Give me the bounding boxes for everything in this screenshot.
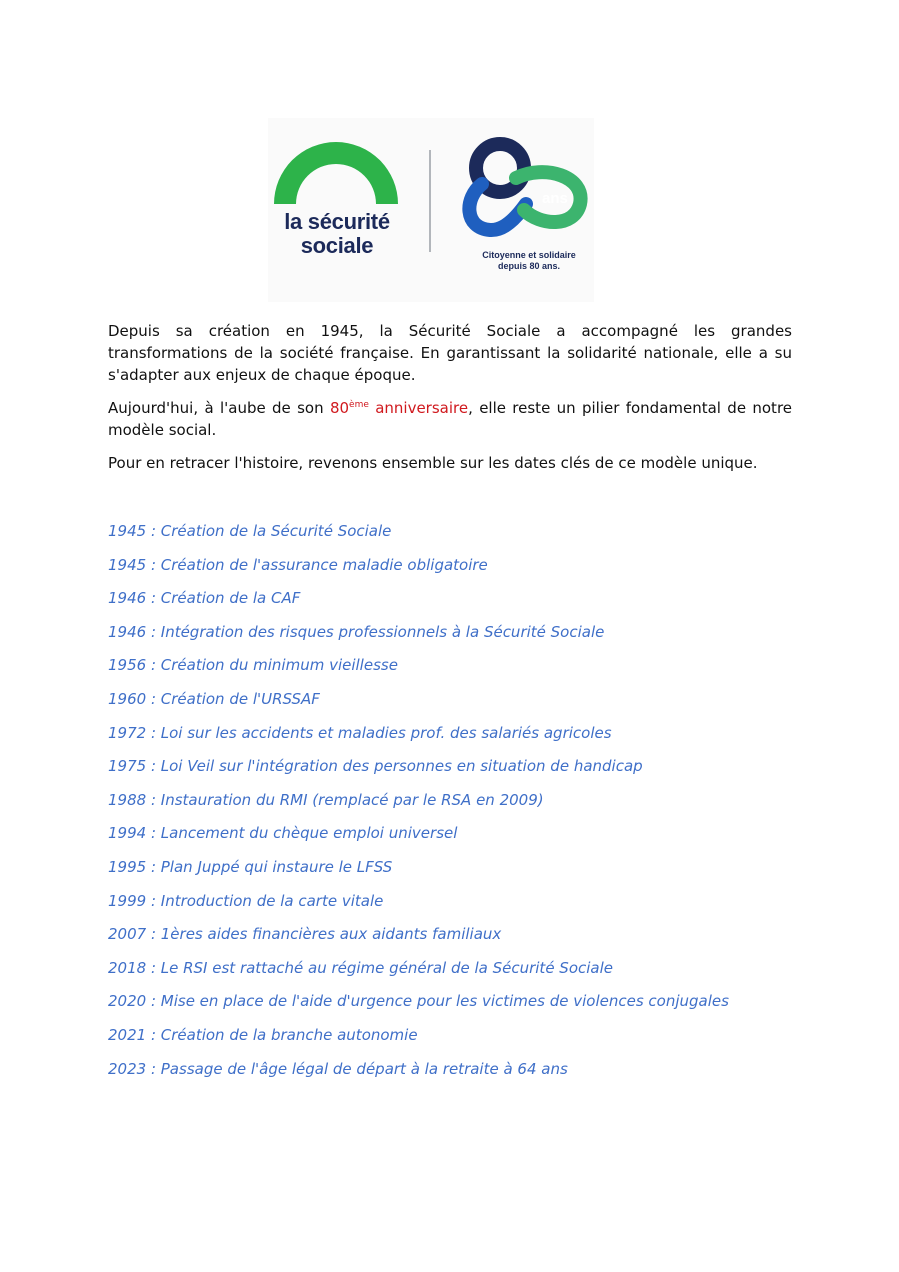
logo-tagline (468, 250, 590, 272)
logo-brand-line2: sociale (300, 233, 374, 258)
timeline-item: 1945 : Création de la Sécurité Sociale (108, 522, 392, 540)
timeline-item: 1946 : Création de la CAF (108, 589, 301, 608)
anniversary-highlight (330, 399, 468, 417)
anniversary-word: anniversaire (368, 399, 469, 417)
timeline-item: 1960 : Création de l'URSSAF (108, 689, 320, 708)
securite-sociale-80-ans-logo (268, 118, 594, 302)
timeline-item: 1999 : Introduction de la carte vitale (108, 891, 384, 910)
intro-p2-before: Aujourd'hui, à l'aube de son (108, 399, 330, 417)
timeline-item: 1946 : Intégration des risques professionnels à la Sécurité Sociale (108, 622, 605, 641)
intro-paragraph-2 (108, 397, 792, 441)
anniversary-superscript: ème (349, 400, 369, 410)
logo-tagline-line2: depuis 80 ans. (497, 261, 561, 271)
timeline-item: 1956 : Création du minimum vieillesse (108, 656, 398, 675)
logo-ans-label: ans (542, 190, 568, 207)
timeline-item: 1975 : Loi Veil sur l'intégration des personnes en situation de handicap (108, 757, 643, 776)
timeline-item: 2020 : Mise en place de l'aide d'urgence pour les victimes de violences conjugales (108, 992, 729, 1011)
timeline-item: 1995 : Plan Juppé qui instaure le LFSS (108, 857, 393, 876)
timeline-item: 1972 : Loi sur les accidents et maladies prof. des salariés agricoles (108, 723, 612, 742)
key-dates-list (108, 518, 828, 1089)
intro-p2-after: , elle reste un pilier fondamental de notre modèle social. (108, 399, 793, 439)
timeline-item: 2023 : Passage de l'âge légal de départ à la retraite à 64 ans (108, 1059, 568, 1078)
intro-text (108, 320, 792, 485)
timeline-item: 2021 : Création de la branche autonomie (108, 1025, 418, 1044)
logo-tagline-line1: Citoyenne et solidaire (482, 250, 576, 260)
intro-paragraph-3: Pour en retracer l'histoire, revenons ensemble sur les dates clés de ce modèle unique. (108, 454, 758, 472)
logo-brand-line1: la sécurité (284, 209, 390, 234)
timeline-item: 2007 : 1ères aides financières aux aidants familiaux (108, 925, 502, 944)
timeline-item: 1988 : Instauration du RMI (remplacé par le RSA en 2009) (108, 790, 544, 809)
timeline-item: 2018 : Le RSI est rattaché au régime général de la Sécurité Sociale (108, 958, 614, 977)
intro-paragraph-1: Depuis sa création en 1945, la Sécurité Sociale a accompagné les grandes transformations de la société française. En garantissant la solidarité nationale, elle a su s'adapter aux enjeux de chaque époque. (108, 322, 792, 384)
anniversary-number: 80 (329, 399, 350, 417)
timeline-item: 1994 : Lancement du chèque emploi universel (108, 824, 458, 843)
timeline-item: 1945 : Création de l'assurance maladie obligatoire (108, 555, 488, 574)
